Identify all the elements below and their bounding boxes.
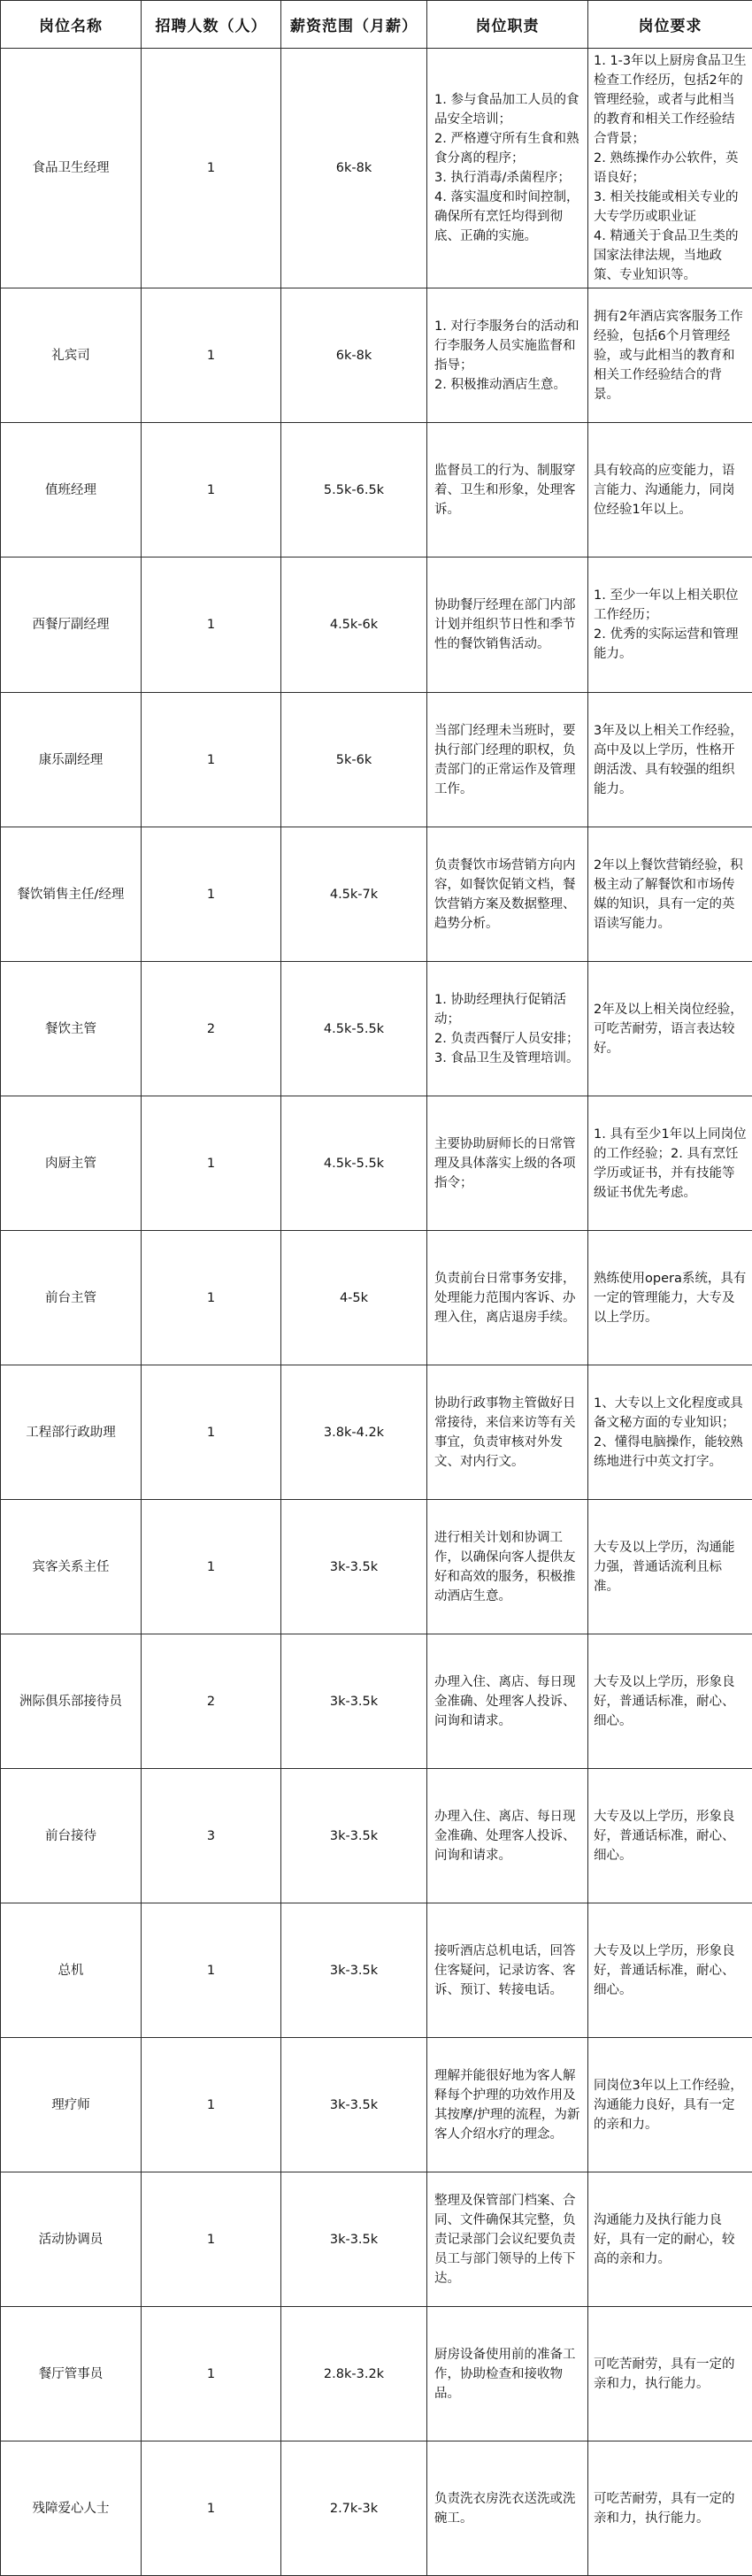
requirements-text: 可吃苦耐劳，具有一定的亲和力，执行能力。 [594,2355,747,2394]
cell-hiring-count: 1 [142,1096,281,1231]
cell-hiring-count: 2 [142,962,281,1096]
duties-text: 当部门经理未当班时，要执行部门经理的职权，负责部门的正常运作及管理工作。 [434,721,582,799]
duties-text: 办理入住、离店、每日现金准确、处理客人投诉、问询和请求。 [434,1807,582,1865]
cell-hiring-count: 1 [142,693,281,827]
cell-duties [427,288,588,423]
cell-requirements [588,1096,752,1231]
table-row [1,2172,752,2307]
header-duties: 岗位职责 [427,1,588,49]
cell-duties [427,2038,588,2172]
requirements-text: 具有较高的应变能力，语言能力、沟通能力，同岗位经验1年以上。 [594,461,747,519]
cell-duties [427,2441,588,2576]
header-salary-range: 薪资范围（月薪） [281,1,427,49]
cell-requirements [588,2038,752,2172]
cell-duties [427,1903,588,2038]
requirements-text: 1. 1-3年以上厨房食品卫生检查工作经历，包括2年的管理经验，或者与此相当的教育和相关工作经验结合背景； 2. 熟练操作办公软件，英语良好； 3. 相关技能或相关专业的大专学历或职业证 4. 精通关于食品卫生类的国家法律法规，当地政策、专业知识等。 [594,51,747,285]
cell-duties [427,1365,588,1500]
table-row [1,962,752,1096]
cell-position-name: 餐饮销售主任/经理 [1,827,142,962]
duties-text: 协助行政事物主管做好日常接待，来信来访等有关事宜，负责审核对外发文、对内行文。 [434,1394,582,1472]
duties-text: 1. 对行李服务台的活动和行李服务人员实施监督和指导； 2. 积极推动酒店生意。 [434,317,582,395]
cell-duties [427,693,588,827]
cell-hiring-count: 1 [142,423,281,557]
cell-position-name: 理疗师 [1,2038,142,2172]
cell-duties [427,1096,588,1231]
cell-hiring-count: 1 [142,2441,281,2576]
cell-salary-range: 4.5k-5.5k [281,962,427,1096]
cell-hiring-count: 1 [142,1231,281,1365]
duties-text: 主要协助厨师长的日常管理及具体落实上级的各项指令； [434,1134,582,1193]
requirements-text: 大专及以上学历，形象良好，普通话标准，耐心、细心。 [594,1942,747,2000]
cell-duties [427,2172,588,2307]
cell-salary-range: 3k-3.5k [281,1903,427,2038]
duties-text: 理解并能很好地为客人解释每个护理的功效作用及其按摩/护理的流程，为新客人介绍水疗的理念。 [434,2066,582,2144]
cell-requirements [588,2172,752,2307]
table-row [1,2038,752,2172]
cell-duties [427,1769,588,1903]
table-row [1,557,752,693]
header-position-name: 岗位名称 [1,1,142,49]
cell-salary-range: 4.5k-7k [281,827,427,962]
cell-salary-range: 5k-6k [281,693,427,827]
cell-hiring-count: 3 [142,1769,281,1903]
cell-hiring-count: 1 [142,1500,281,1634]
table-row [1,49,752,288]
table-row [1,2441,752,2576]
cell-duties [427,557,588,693]
cell-salary-range: 5.5k-6.5k [281,423,427,557]
cell-requirements [588,1365,752,1500]
duties-text: 负责前台日常事务安排，处理能力范围内客诉、办理入住，离店退房手续。 [434,1269,582,1327]
header-hiring-count: 招聘人数（人） [142,1,281,49]
cell-requirements [588,2307,752,2441]
table-row [1,1903,752,2038]
table-row [1,1365,752,1500]
table-row [1,1634,752,1769]
cell-requirements [588,423,752,557]
cell-position-name: 康乐副经理 [1,693,142,827]
cell-duties [427,827,588,962]
cell-requirements [588,2441,752,2576]
requirements-text: 1. 至少一年以上相关职位工作经历； 2. 优秀的实际运营和管理能力。 [594,586,747,664]
duties-text: 负责餐饮市场营销方向内容，如餐饮促销文档，餐饮营销方案及数据整理、趋势分析。 [434,856,582,934]
duties-text: 整理及保管部门档案、合同、文件确保其完整，负责记录部门会议纪要负责员工与部门领导的上传下达。 [434,2191,582,2288]
cell-position-name: 活动协调员 [1,2172,142,2307]
duties-text: 进行相关计划和协调工作，以确保向客人提供友好和高效的服务，积极推动酒店生意。 [434,1528,582,1606]
cell-hiring-count: 2 [142,1634,281,1769]
cell-position-name: 值班经理 [1,423,142,557]
cell-requirements [588,827,752,962]
cell-hiring-count: 1 [142,288,281,423]
cell-requirements [588,1500,752,1634]
duties-text: 1. 协助经理执行促销活动； 2. 负责西餐厅人员安排； 3. 食品卫生及管理培训。 [434,990,582,1068]
cell-requirements [588,288,752,423]
cell-requirements [588,49,752,288]
cell-requirements [588,962,752,1096]
cell-position-name: 餐饮主管 [1,962,142,1096]
cell-duties [427,49,588,288]
cell-salary-range: 3k-3.5k [281,1634,427,1769]
cell-position-name: 西餐厅副经理 [1,557,142,693]
requirements-text: 2年以上餐饮营销经验，积极主动了解餐饮和市场传媒的知识，具有一定的英语读写能力。 [594,856,747,934]
table-row [1,1769,752,1903]
cell-salary-range: 3k-3.5k [281,2038,427,2172]
cell-duties [427,962,588,1096]
cell-duties [427,1231,588,1365]
requirements-text: 同岗位3年以上工作经验，沟通能力良好，具有一定的亲和力。 [594,2076,747,2134]
cell-position-name: 食品卫生经理 [1,49,142,288]
cell-salary-range: 3k-3.5k [281,1769,427,1903]
requirements-text: 拥有2年酒店宾客服务工作经验，包括6个月管理经验，或与此相当的教育和相关工作经验结合的背景。 [594,307,747,404]
cell-salary-range: 6k-8k [281,49,427,288]
cell-salary-range: 3k-3.5k [281,1500,427,1634]
cell-salary-range: 4-5k [281,1231,427,1365]
requirements-text: 1. 具有至少1年以上同岗位的工作经验；2. 具有烹饪学历或证书，并有技能等级证书优先考虑。 [594,1125,747,1203]
table-row [1,2307,752,2441]
table-row [1,288,752,423]
requirements-text: 可吃苦耐劳，具有一定的亲和力，执行能力。 [594,2489,747,2528]
cell-position-name: 总机 [1,1903,142,2038]
cell-salary-range: 3k-3.5k [281,2172,427,2307]
cell-duties [427,1500,588,1634]
cell-hiring-count: 1 [142,2307,281,2441]
cell-requirements [588,1769,752,1903]
cell-salary-range: 4.5k-6k [281,557,427,693]
cell-requirements [588,1903,752,2038]
duties-text: 负责洗衣房洗衣送洗或洗碗工。 [434,2489,582,2528]
duties-text: 接听酒店总机电话，回答住客疑问，记录访客、客诉、预订、转接电话。 [434,1942,582,2000]
requirements-text: 大专及以上学历，沟通能力强，普通话流利且标准。 [594,1538,747,1596]
table-row [1,1231,752,1365]
duties-text: 1. 参与食品加工人员的食品安全培训； 2. 严格遵守所有生食和熟食分离的程序； 3. 执行消毒/杀菌程序； 4. 落实温度和时间控制，确保所有烹饪均得到彻底、正确的实施。 [434,90,582,246]
table-row [1,693,752,827]
cell-position-name: 礼宾司 [1,288,142,423]
cell-salary-range: 4.5k-5.5k [281,1096,427,1231]
cell-hiring-count: 1 [142,827,281,962]
cell-salary-range: 2.7k-3k [281,2441,427,2576]
requirements-text: 大专及以上学历，形象良好，普通话标准，耐心、细心。 [594,1807,747,1865]
cell-position-name: 肉厨主管 [1,1096,142,1231]
cell-requirements [588,1634,752,1769]
cell-position-name: 前台主管 [1,1231,142,1365]
cell-hiring-count: 1 [142,2038,281,2172]
cell-requirements [588,693,752,827]
table-row [1,423,752,557]
duties-text: 办理入住、离店、每日现金准确、处理客人投诉、问询和请求。 [434,1672,582,1731]
cell-hiring-count: 1 [142,2172,281,2307]
requirements-text: 3年及以上相关工作经验，高中及以上学历，性格开朗活泼、具有较强的组织能力。 [594,721,747,799]
requirements-text: 2年及以上相关岗位经验，可吃苦耐劳，语言表达较好。 [594,1000,747,1058]
requirements-text: 沟通能力及执行能力良好，具有一定的耐心，较高的亲和力。 [594,2211,747,2269]
cell-requirements [588,557,752,693]
duties-text: 监督员工的行为、制服穿着、卫生和形象，处理客诉。 [434,461,582,519]
cell-position-name: 宾客关系主任 [1,1500,142,1634]
cell-hiring-count: 1 [142,1903,281,2038]
cell-position-name: 餐厅管事员 [1,2307,142,2441]
cell-salary-range: 6k-8k [281,288,427,423]
duties-text: 厨房设备使用前的准备工作，协助检查和接收物品。 [434,2345,582,2403]
cell-duties [427,2307,588,2441]
cell-salary-range: 3.8k-4.2k [281,1365,427,1500]
cell-position-name: 工程部行政助理 [1,1365,142,1500]
requirements-text: 熟练使用opera系统，具有一定的管理能力，大专及以上学历。 [594,1269,747,1327]
cell-hiring-count: 1 [142,557,281,693]
cell-duties [427,423,588,557]
cell-hiring-count: 1 [142,49,281,288]
cell-position-name: 残障爱心人士 [1,2441,142,2576]
cell-position-name: 前台接待 [1,1769,142,1903]
cell-position-name: 洲际俱乐部接待员 [1,1634,142,1769]
duties-text: 协助餐厅经理在部门内部计划并组织节日性和季节性的餐饮销售活动。 [434,596,582,654]
cell-salary-range: 2.8k-3.2k [281,2307,427,2441]
table-row [1,1500,752,1634]
requirements-text: 1、大专以上文化程度或具备文秘方面的专业知识；2、懂得电脑操作，能较熟练地进行中英文打字。 [594,1394,747,1472]
table-row [1,827,752,962]
cell-requirements [588,1231,752,1365]
cell-duties [427,1634,588,1769]
table-row [1,1096,752,1231]
cell-hiring-count: 1 [142,1365,281,1500]
header-requirements: 岗位要求 [588,1,752,49]
requirements-text: 大专及以上学历，形象良好，普通话标准，耐心、细心。 [594,1672,747,1731]
table-header-row [1,1,752,49]
